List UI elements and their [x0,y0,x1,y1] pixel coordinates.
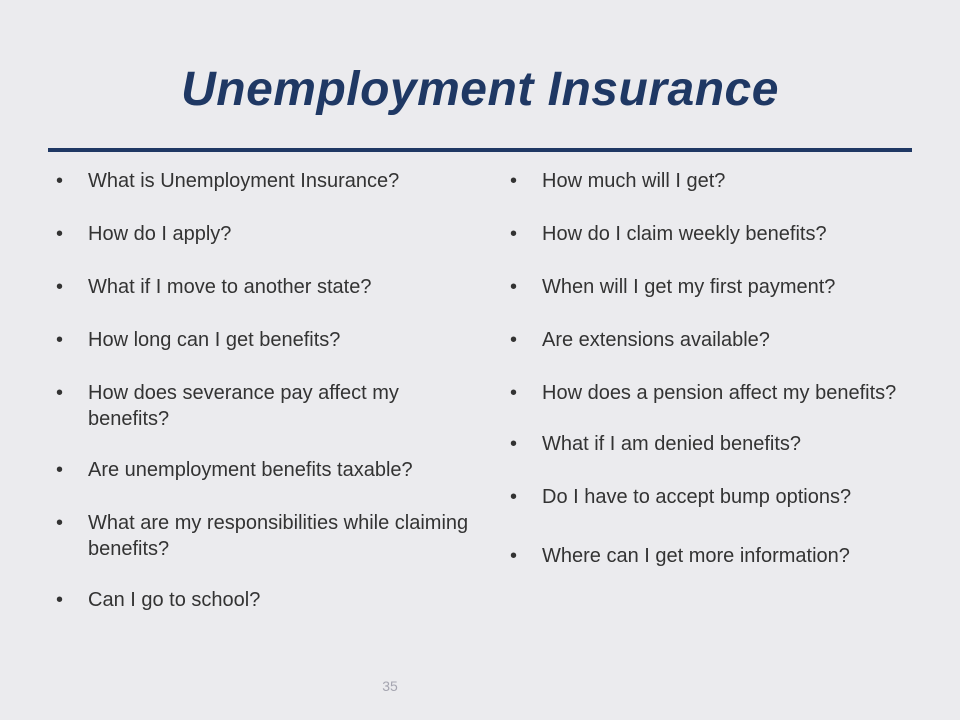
list-item [56,327,476,353]
list-item-text: Do I have to accept bump options? [542,486,852,508]
bullet-icon: • [510,545,518,567]
bullet-icon: • [56,329,64,351]
list-item-text: How long can I get benefits? [88,329,341,351]
list-item [510,327,930,353]
list-item-text: How do I apply? [88,223,232,245]
list-item-text: Are extensions available? [542,329,770,351]
bullet-icon: • [510,276,518,298]
list-item [56,221,476,247]
list-item [56,274,476,300]
bullet-icon: • [510,382,518,404]
right-bullet-list [510,168,930,604]
bullet-icon: • [510,223,518,245]
list-item-text: How much will I get? [542,170,726,192]
list-item [510,221,930,247]
bullet-icon: • [56,276,64,298]
list-item [56,587,476,613]
list-item-text: When will I get my first payment? [542,276,836,298]
bullet-icon: • [510,486,518,508]
list-item-text: What if I move to another state? [88,276,372,298]
list-item [510,168,930,194]
list-item-text: How do I claim weekly benefits? [542,223,827,245]
list-item [56,168,476,194]
bullet-icon: • [56,170,64,192]
list-item-text: Are unemployment benefits taxable? [88,459,413,481]
list-item [56,510,476,562]
list-item [510,274,930,300]
list-item-text: What if I am denied benefits? [542,433,802,455]
list-item [56,380,476,432]
list-item [510,535,930,577]
list-item-text: Where can I get more information? [542,545,850,567]
list-item [510,484,930,510]
list-item-text: How does a pension affect my benefits? [542,382,897,404]
list-item [510,380,930,406]
bullet-icon: • [56,223,64,245]
list-item-text: What are my responsibilities while claiming benefits? [88,512,469,560]
bullet-icon: • [56,512,64,534]
list-item [510,431,930,457]
bullet-icon: • [56,589,64,611]
title-divider [48,148,912,152]
slide-title: Unemployment Insurance [181,63,779,116]
list-item-text: Can I go to school? [88,589,261,611]
bullet-icon: • [56,382,64,404]
bullet-icon: • [510,170,518,192]
page-number: 35 [382,678,398,694]
list-item-text: How does severance pay affect my benefits? [88,382,399,430]
list-item-text: What is Unemployment Insurance? [88,170,400,192]
bullet-icon: • [510,433,518,455]
left-bullet-list [56,168,476,640]
list-item [56,457,476,483]
bullet-icon: • [56,459,64,481]
bullet-icon: • [510,329,518,351]
